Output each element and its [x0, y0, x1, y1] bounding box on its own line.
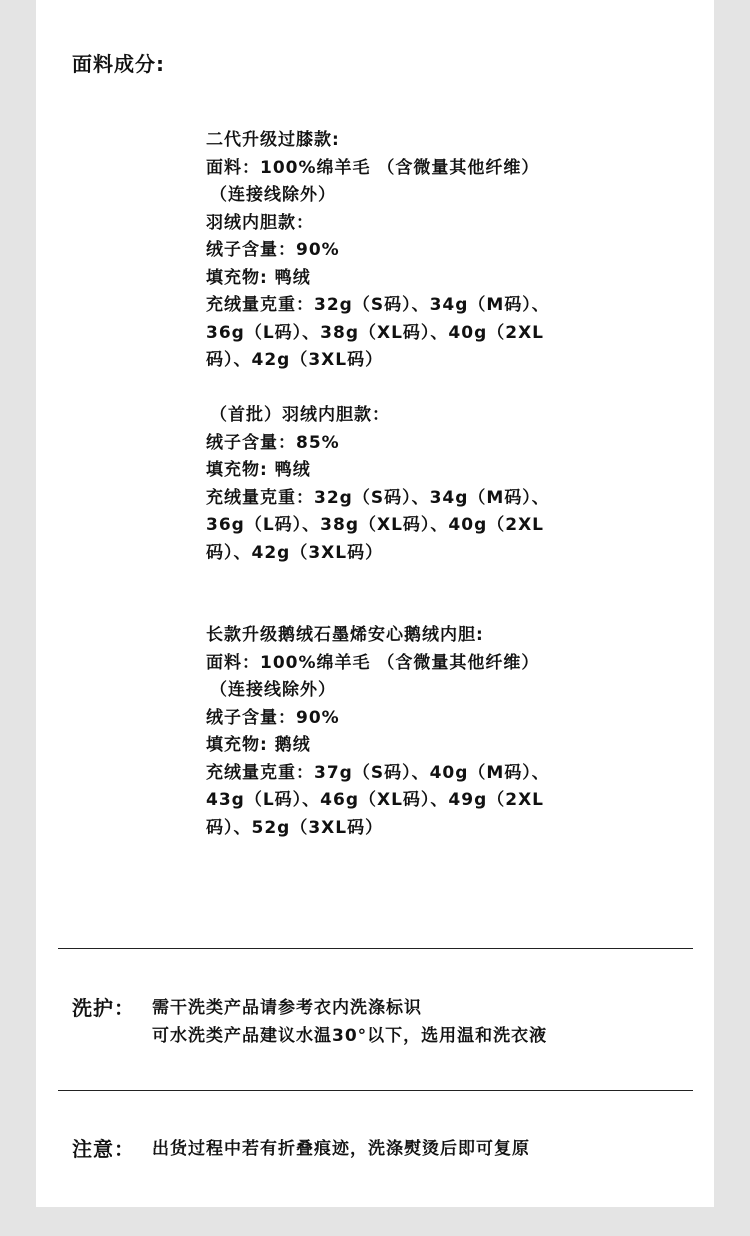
care-line: 可水洗类产品建议水温30°以下，选用温和洗衣液: [152, 1026, 548, 1046]
spec-line: 二代升级过膝款:: [206, 130, 340, 150]
spec-line: 充绒量克重：32g（S码）、34g（M码）、: [206, 487, 550, 508]
spec-line: 填充物: 鸭绒: [206, 267, 311, 288]
section-divider: [58, 948, 693, 949]
spec-line: 绒子含量：85%: [206, 432, 340, 453]
spec-line: 36g（L码）、38g（XL码）、40g（2XL: [206, 515, 545, 535]
care-section: [72, 994, 692, 1050]
spec-line: 充绒量克重：37g（S码）、40g（M码）、: [206, 762, 550, 783]
spec-line: 羽绒内胆款：: [206, 212, 314, 233]
care-instructions: [152, 994, 547, 1050]
spec-line: 码）、42g（3XL码）: [206, 350, 384, 370]
spec-line: （连接线除外）: [210, 185, 336, 205]
spec-block-first-batch: [206, 402, 686, 567]
notice-label: 注意：: [72, 1137, 135, 1161]
spec-line: 填充物: 鹅绒: [206, 735, 311, 755]
care-line: 需干洗类产品请参考衣内洗涤标识: [152, 998, 422, 1018]
spec-line: 绒子含量：90%: [206, 240, 340, 260]
spec-line: 填充物: 鸭绒: [206, 460, 311, 480]
spec-line: 绒子含量：90%: [206, 707, 340, 728]
spec-line: （首批）羽绒内胆款：: [210, 405, 390, 425]
spec-line: 36g（L码）、38g（XL码）、40g（2XL: [206, 322, 545, 343]
composition-heading: 面料成分:: [72, 52, 165, 76]
spec-line: 码）、42g（3XL码）: [206, 542, 384, 563]
spec-block-long-goose-down: [206, 622, 686, 842]
care-label: 洗护：: [72, 996, 135, 1020]
spec-line: 长款升级鹅绒石墨烯安心鹅绒内胆:: [206, 625, 484, 645]
spec-line: 码）、52g（3XL码）: [206, 817, 384, 838]
spec-line: 面料：100%绵羊毛 （含微量其他纤维）: [206, 157, 540, 178]
notice-text: 出货过程中若有折叠痕迹，洗涤熨烫后即可复原: [152, 1139, 530, 1159]
spec-line: 43g（L码）、46g（XL码）、49g（2XL: [206, 790, 545, 810]
product-info-card: [36, 0, 714, 1207]
section-divider: [58, 1090, 693, 1091]
spec-line: 充绒量克重：32g（S码）、34g（M码）、: [206, 295, 550, 315]
spec-line: 面料：100%绵羊毛 （含微量其他纤维）: [206, 652, 540, 673]
spec-block-knee-length: [206, 127, 686, 375]
spec-line: （连接线除外）: [210, 680, 336, 700]
notice-section: [72, 1135, 692, 1163]
